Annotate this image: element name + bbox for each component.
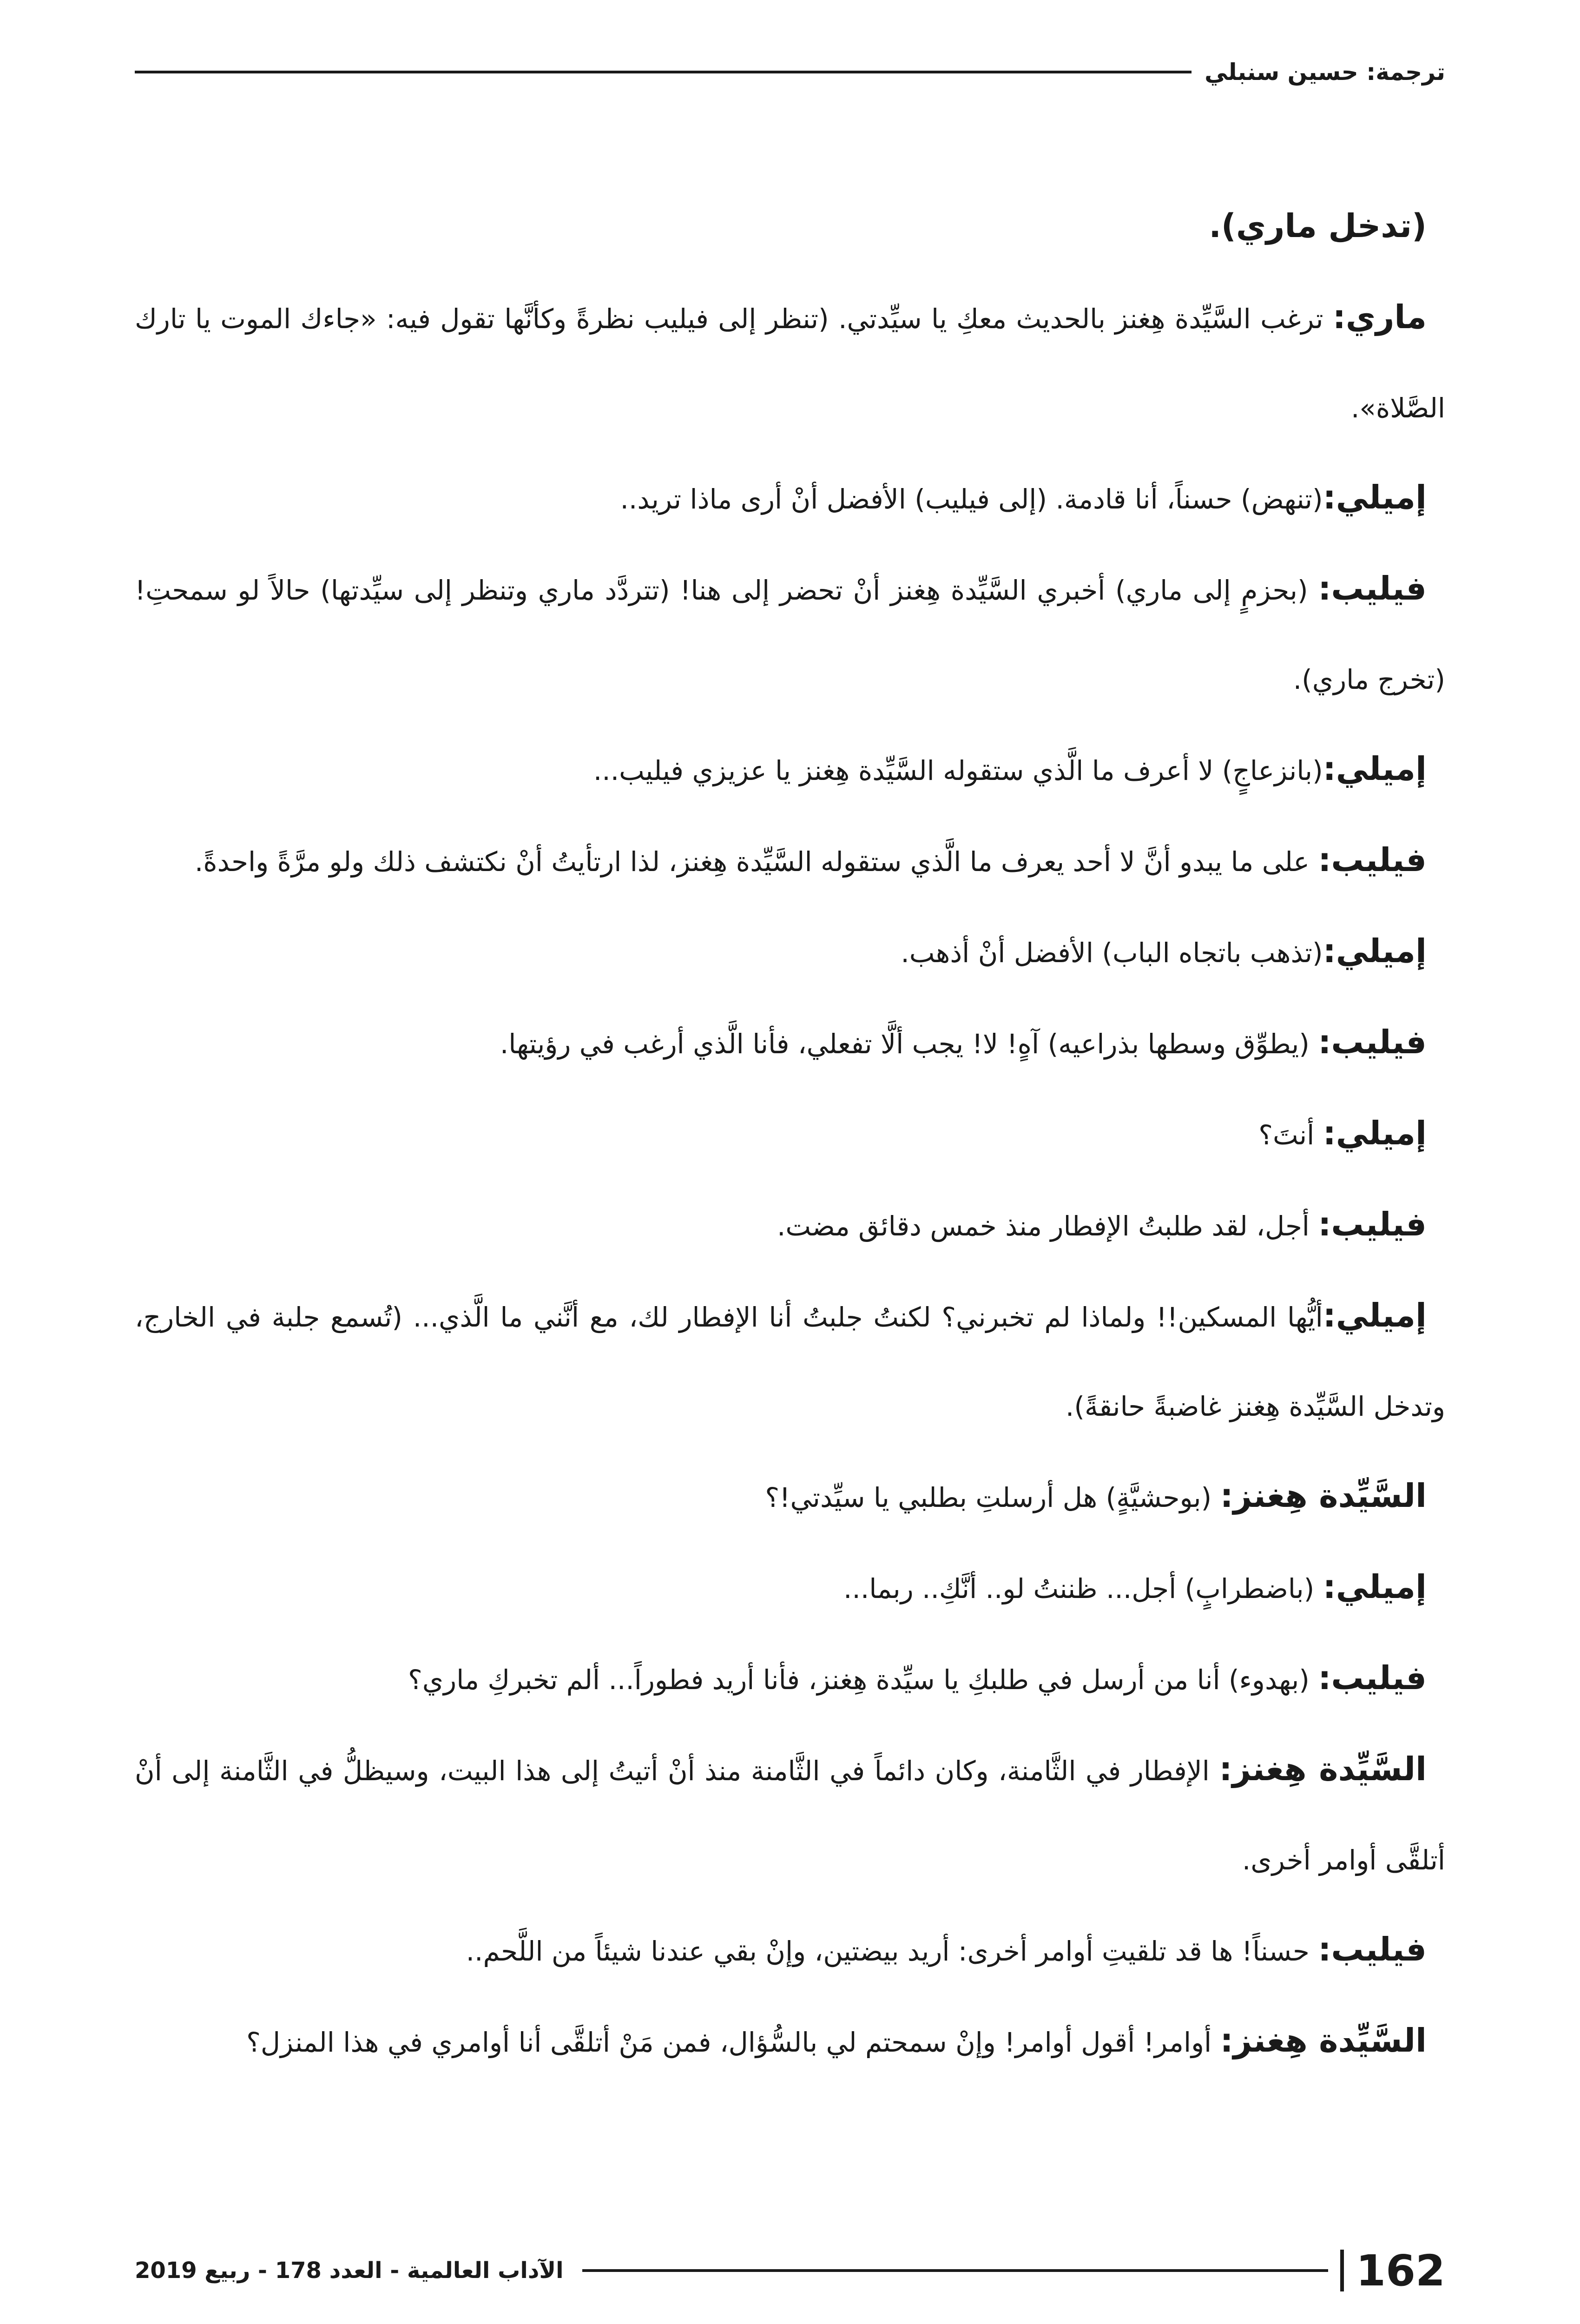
dialogue-text: الإفطار في الثَّامنة، وكان دائماً في الثَّامنة منذ أنْ أتيتُ إلى هذا البيت، وسيظلُّ في الثَّامنة إلى أنْ أتلقَّى أوامر أخرى. (135, 1755, 1445, 1876)
dialogue-text: أيُّها المسكين!! ولماذا لم تخبرني؟ لكنتُ جلبتُ أنا الإفطار لك، مع أنَّني ما الَّذي... (تُسمع جلبة في الخارج، وتدخل السَّيِّدة هِغنز غاضبةً حانقةً). (135, 1301, 1445, 1422)
page-number: 162 (1356, 2245, 1445, 2296)
dialogue-line (135, 453, 1445, 544)
speaker-name: فيليب: (1318, 1023, 1427, 1061)
dialogue-line (135, 1905, 1445, 1996)
dialogue-line (135, 1451, 1445, 1542)
dialogue-text: (بانزعاجٍ) لا أعرف ما الَّذي ستقوله السَّيِّدة هِغنز يا عزيزي فيليب... (593, 755, 1323, 786)
dialogue-line (135, 1180, 1445, 1271)
speaker-name: فيليب: (1318, 841, 1427, 879)
speaker-name: إميلي: (1323, 1568, 1427, 1606)
speaker-name: إميلي: (1323, 1114, 1427, 1152)
dialogue-line (135, 815, 1445, 906)
stage-direction-text: (تدخل ماري). (1209, 207, 1427, 245)
dialogue-line (135, 1271, 1445, 1451)
footer-separator (1340, 2250, 1344, 2291)
dialogue-line (135, 997, 1445, 1089)
dialogue-text: أوامر! أقول أوامر! وإنْ سمحتم لي بالسُّؤال، فمن مَنْ أتلقَّى أنا أوامري في هذا المنزل؟ (246, 2027, 1220, 2058)
play-text (135, 181, 1445, 2087)
speaker-name: ماري: (1332, 298, 1427, 336)
speaker-name: فيليب: (1318, 1659, 1427, 1697)
dialogue-line (135, 906, 1445, 997)
dialogue-text: (بحزمٍ إلى ماري) أخبري السَّيِّدة هِغنز أنْ تحضر إلى هنا! (تتردَّد ماري وتنظر إلى سيِّدتها) حالاً لو سمحتِ! (تخرج ماري). (135, 574, 1445, 695)
dialogue-line (135, 1633, 1445, 1724)
speaker-name: فيليب: (1318, 1205, 1427, 1243)
dialogue-text: (بوحشيَّةٍ) هل أرسلتِ بطلبي يا سيِّدتي!؟ (765, 1482, 1220, 1513)
dialogue-text: أنتَ؟ (1258, 1119, 1323, 1151)
speaker-name: إميلي: (1323, 478, 1427, 516)
running-header (135, 51, 1445, 93)
dialogue-line (135, 1996, 1445, 2087)
dialogue-text: (بهدوء) أنا من أرسل في طلبكِ يا سيِّدة هِغنز، فأنا أريد فطوراً... ألم تخبركِ ماري؟ (408, 1664, 1318, 1696)
speaker-name: السَّيِّدة هِغنز: (1220, 2021, 1427, 2060)
dialogue-line (135, 1089, 1445, 1180)
speaker-name: السَّيِّدة هِغنز: (1220, 1477, 1427, 1515)
dialogue-text: ترغب السَّيِّدة هِغنز بالحديث معكِ يا سيِّدتي. (تنظر إلى فيليب نظرةً وكأنَّها تقول فيه: «جاءك الموت يا تارك الصَّلاة». (135, 303, 1445, 424)
speaker-name: إميلي: (1323, 750, 1427, 788)
stage-direction (135, 181, 1445, 272)
speaker-name: السَّيِّدة هِغنز: (1219, 1750, 1427, 1788)
dialogue-text: (باضطرابٍ) أجل... ظننتُ لو.. أنَّكِ.. ربما... (843, 1573, 1323, 1604)
dialogue-text: (يطوِّق وسطها بذراعيه) آهٍ! لا! يجب ألَّا تفعلي، فأنا الَّذي أرغب في رؤيتها. (500, 1028, 1318, 1060)
speaker-name: فيليب: (1318, 569, 1427, 607)
dialogue-text: أجل، لقد طلبتُ الإفطار منذ خمس دقائق مضت. (777, 1210, 1318, 1242)
translator-credit: ترجمة: حسين سنبلي (1205, 59, 1445, 86)
dialogue-text: على ما يبدو أنَّ لا أحد يعرف ما الَّذي ستقوله السَّيِّدة هِغنز، لذا ارتأيتُ أنْ نكتشف ذلك ولو مرَّةً واحدةً. (194, 846, 1318, 878)
dialogue-line (135, 544, 1445, 724)
page-footer (135, 2245, 1445, 2296)
speaker-name: إميلي: (1323, 932, 1427, 970)
dialogue-line (135, 724, 1445, 815)
header-rule (135, 71, 1192, 73)
dialogue-line (135, 272, 1445, 453)
dialogue-text: (تذهب باتجاه الباب) الأفضل أنْ أذهب. (901, 937, 1323, 969)
dialogue-text: (تنهض) حسناً، أنا قادمة. (إلى فيليب) الأفضل أنْ أرى ماذا تريد.. (620, 483, 1323, 515)
dialogue-line (135, 1724, 1445, 1905)
footer-rule (582, 2269, 1328, 2272)
dialogue (135, 272, 1445, 2087)
speaker-name: إميلي: (1323, 1296, 1427, 1334)
journal-info: الآداب العالمية - العدد 178 - ربيع 2019 (135, 2258, 564, 2284)
speaker-name: فيليب: (1318, 1930, 1427, 1968)
dialogue-line (135, 1542, 1445, 1633)
dialogue-text: حسناً! ها قد تلقيتِ أوامر أخرى: أريد بيضتين، وإنْ بقي عندنا شيئاً من اللَّحم.. (466, 1935, 1318, 1967)
